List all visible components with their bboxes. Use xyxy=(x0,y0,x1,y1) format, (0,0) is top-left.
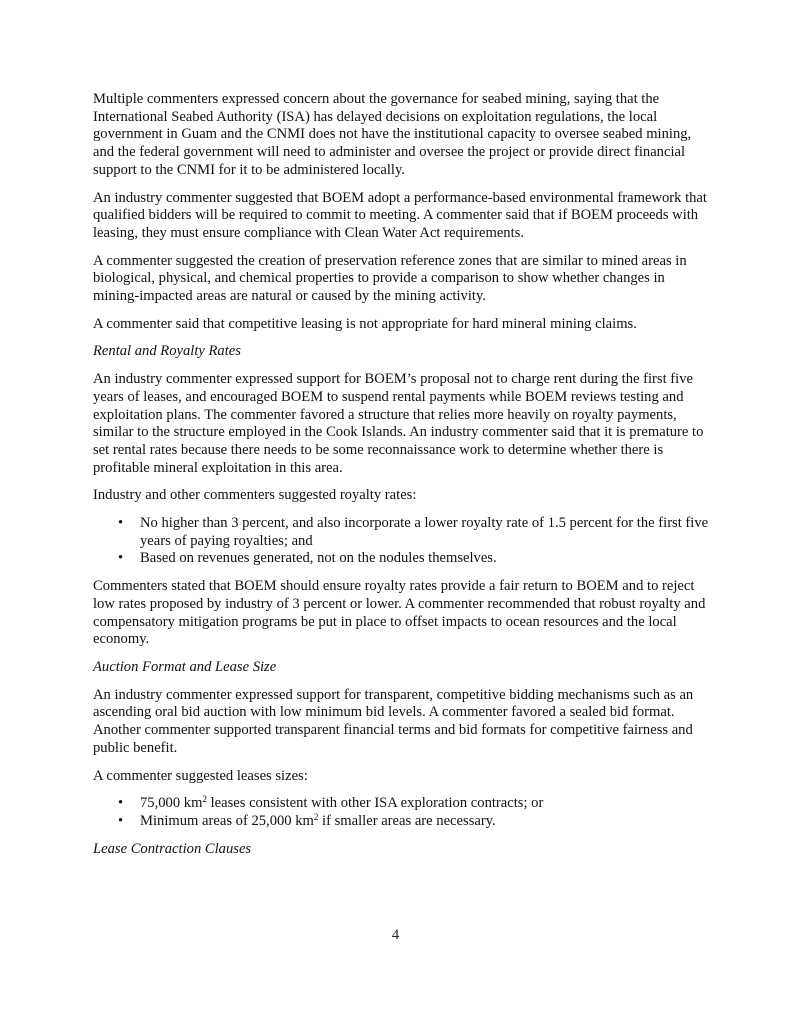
paragraph-bidding-mechanisms: An industry commenter expressed support for transparent, competitive bidding mechanisms such as an ascending oral bid auction with low minimum bid levels. A commenter favored a sealed bid format. Another commenter supported transparent financial terms and bid formats for competitive fairness and public benefit. xyxy=(93,686,694,756)
list-item-text-post: leases consistent with other ISA exploration contracts; or xyxy=(206,795,544,812)
section-heading-rental-royalty: Rental and Royalty Rates xyxy=(93,343,241,360)
bullet-icon: • xyxy=(118,550,124,567)
paragraph-royalty-intro: Industry and other commenters suggested royalty rates: xyxy=(93,487,417,504)
superscript: 2 xyxy=(313,811,319,822)
section-heading-auction-format: Auction Format and Lease Size xyxy=(93,658,277,675)
list-item-text: Based on revenues generated, not on the nodules themselves. xyxy=(140,550,497,567)
list-item xyxy=(93,813,713,831)
bullet-icon: • xyxy=(118,812,124,829)
section-heading-lease-contraction: Lease Contraction Clauses xyxy=(93,840,252,857)
list-item xyxy=(93,550,713,568)
list-item-text-pre: Minimum areas of 25,000 km xyxy=(140,812,314,829)
lease-size-list xyxy=(93,795,713,830)
list-item-text: No higher than 3 percent, and also incorporate a lower royalty rate of 1.5 percent for the first five years of paying royalties; and xyxy=(140,515,709,549)
superscript: 2 xyxy=(202,794,207,805)
list-item-text-pre: 75,000 km xyxy=(140,795,203,812)
list-item xyxy=(93,515,713,550)
list-item xyxy=(93,795,713,813)
paragraph-performance-framework: An industry commenter suggested that BOEM adopt a performance-based environmental framework that qualified bidders will be required to commit to meeting. A commenter said that if BOEM proceeds with leasing, they must ensure compliance with Clean Water Act requirements. xyxy=(93,189,707,241)
paragraph-preservation-zones: A commenter suggested the creation of preservation reference zones that are similar to mined areas in biological, physical, and chemical properties to provide a comparison to show whether changes in mining-impacted areas are natural or caused by the mining activity. xyxy=(93,252,687,305)
page-number: 4 xyxy=(391,927,400,943)
paragraph-lease-sizes-intro: A commenter suggested leases sizes: xyxy=(93,767,308,784)
paragraph-governance-concerns: Multiple commenters expressed concern about the governance for seabed mining, saying that the International Seabed Authority (ISA) has delayed decisions on exploitation regulations, the local government in Guam and the CNMI does not have the institutional capacity to oversee seabed mining, and the federal government will need to administer and oversee the project or provide direct financial support to the CNMI for it to be administered locally. xyxy=(93,91,692,178)
bullet-icon: • xyxy=(118,795,124,812)
paragraph-fair-return: Commenters stated that BOEM should ensure royalty rates provide a fair return to BOEM and to reject low rates proposed by industry of 3 percent or lower. A commenter recommended that robust royalty and compensatory mitigation programs be put in place to offset impacts to ocean resources and the local economy. xyxy=(93,578,706,648)
royalty-rate-list xyxy=(93,515,713,568)
bullet-icon: • xyxy=(118,515,124,532)
paragraph-rent-support: An industry commenter expressed support for BOEM’s proposal not to charge rent during the first five years of leases, and encouraged BOEM to suspend rental payments while BOEM reviews testing and exploitation plans. The commenter favored a structure that relies more heavily on royalty payments, similar to the structure employed in the Cook Islands. An industry commenter said that it is premature to set rental rates because there needs to be some reconnaissance work to determine whether there is profitable mineral exploitation in this area. xyxy=(93,371,704,476)
list-item-text-post: if smaller areas are necessary. xyxy=(318,812,496,829)
paragraph-competitive-leasing: A commenter said that competitive leasing is not appropriate for hard mineral mining claims. xyxy=(93,315,637,332)
document-page xyxy=(93,91,713,868)
